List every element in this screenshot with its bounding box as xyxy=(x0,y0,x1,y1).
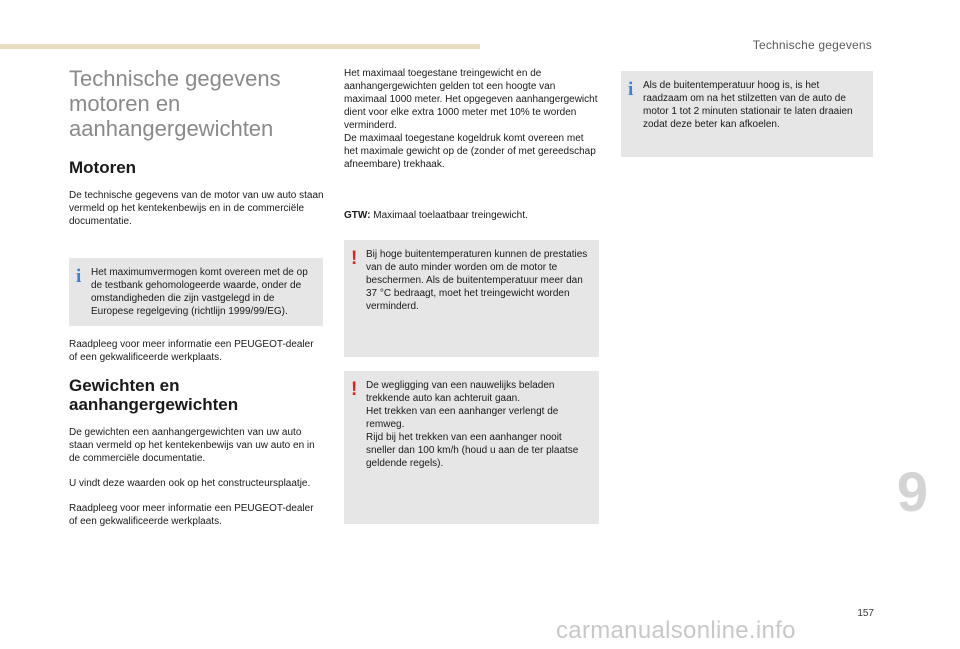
motoren-dealer-text: Raadpleeg voor meer informatie een PEUGEOT-dealer of een gekwalificeerde werkplaats. xyxy=(69,339,314,363)
column-middle xyxy=(344,67,599,524)
page-title-line-2: motoren en xyxy=(69,91,181,116)
info-notice-cooling-text: Als de buitentemperatuur hoog is, is het raadzaam om na het stilzetten van de auto de motor 1 tot 2 minuten stationair te laten draaien zodat deze beter kan afkoelen. xyxy=(643,80,853,130)
warning-line-1: De wegligging van een nauwelijks beladen trekkende auto kan achteruit gaan. xyxy=(366,380,555,404)
gtw-label: GTW: xyxy=(344,210,371,221)
gewichten-plate-text: U vindt deze waarden ook op het constructeursplaatje. xyxy=(69,478,311,489)
section-heading-gewichten: Gewichten en aanhangergewichten xyxy=(69,376,239,414)
warning-notice-road-holding-text xyxy=(366,379,589,470)
warning-line-3: Rijd bij het trekken van een aanhanger nooit sneller dan 100 km/h (houd u aan de ter plaatse geldende regels). xyxy=(366,432,579,469)
page-title-line-3: aanhangergewichten xyxy=(69,116,274,141)
section-heading-motoren: Motoren xyxy=(69,158,137,177)
warning-notice-temperature-text: Bij hoge buitentemperaturen kunnen de prestaties van de auto minder worden om de motor te beschermen. Als de buitentemperatuur meer dan 37 °C bedraagt, moet het treingewicht worden verminderd. xyxy=(366,249,588,312)
gewichten-dealer-text: Raadpleeg voor meer informatie een PEUGEOT-dealer of een gekwalificeerde werkplaats. xyxy=(69,503,314,527)
chapter-number: 9 xyxy=(896,460,928,523)
warning-icon: ! xyxy=(351,248,358,269)
page-title-line-1: Technische gegevens xyxy=(69,66,281,91)
gtw-definition xyxy=(344,209,599,222)
warning-icon: ! xyxy=(351,379,358,400)
info-notice-text: Het maximumvermogen komt overeen met de op de testbank gehomologeerde waarde, onder de omstandigheden die zijn vastgelegd in de Europese regelgeving (richtlijn 1999/99/EG). xyxy=(91,267,308,317)
towing-altitude-paragraph: Het maximaal toegestane treingewicht en de aanhangergewichten gelden tot een hoogte van maximaal 1000 meter. Het opgegeven aanhangergewicht dient voor elke extra 1000 meter met 10% te worden verminderd. xyxy=(344,68,598,131)
info-notice-max-power xyxy=(69,258,323,326)
page-number: 157 xyxy=(857,608,874,619)
motoren-intro: De technische gegevens van de motor van uw auto staan vermeld op het kentekenbewijs en in de commerciële documentatie. xyxy=(69,190,324,227)
running-header: Technische gegevens xyxy=(752,38,872,52)
column-right xyxy=(621,71,873,157)
towing-altitude-text xyxy=(344,67,599,171)
warning-notice-temperature xyxy=(344,240,599,357)
header-accent-bar xyxy=(0,44,480,49)
info-notice-cooling xyxy=(621,71,873,157)
gtw-text: Maximaal toelaatbaar treingewicht. xyxy=(370,210,528,221)
column-left xyxy=(69,66,324,540)
page-title xyxy=(69,66,324,141)
warning-line-2: Het trekken van een aanhanger verlengt de remweg. xyxy=(366,406,559,430)
towbar-load-paragraph: De maximaal toegestane kogeldruk komt overeen met het maximale gewicht op de (zonder of met gereedschap afneembare) trekhaak. xyxy=(344,133,596,170)
info-icon: i xyxy=(76,266,82,287)
watermark-text: carmanualsonline.info xyxy=(556,617,796,644)
gewichten-intro: De gewichten een aanhangergewichten van uw auto staan vermeld op het kentekenbewijs van uw auto en in de commerciële documentatie. xyxy=(69,427,315,464)
info-icon: i xyxy=(628,79,634,100)
warning-notice-road-holding xyxy=(344,371,599,524)
